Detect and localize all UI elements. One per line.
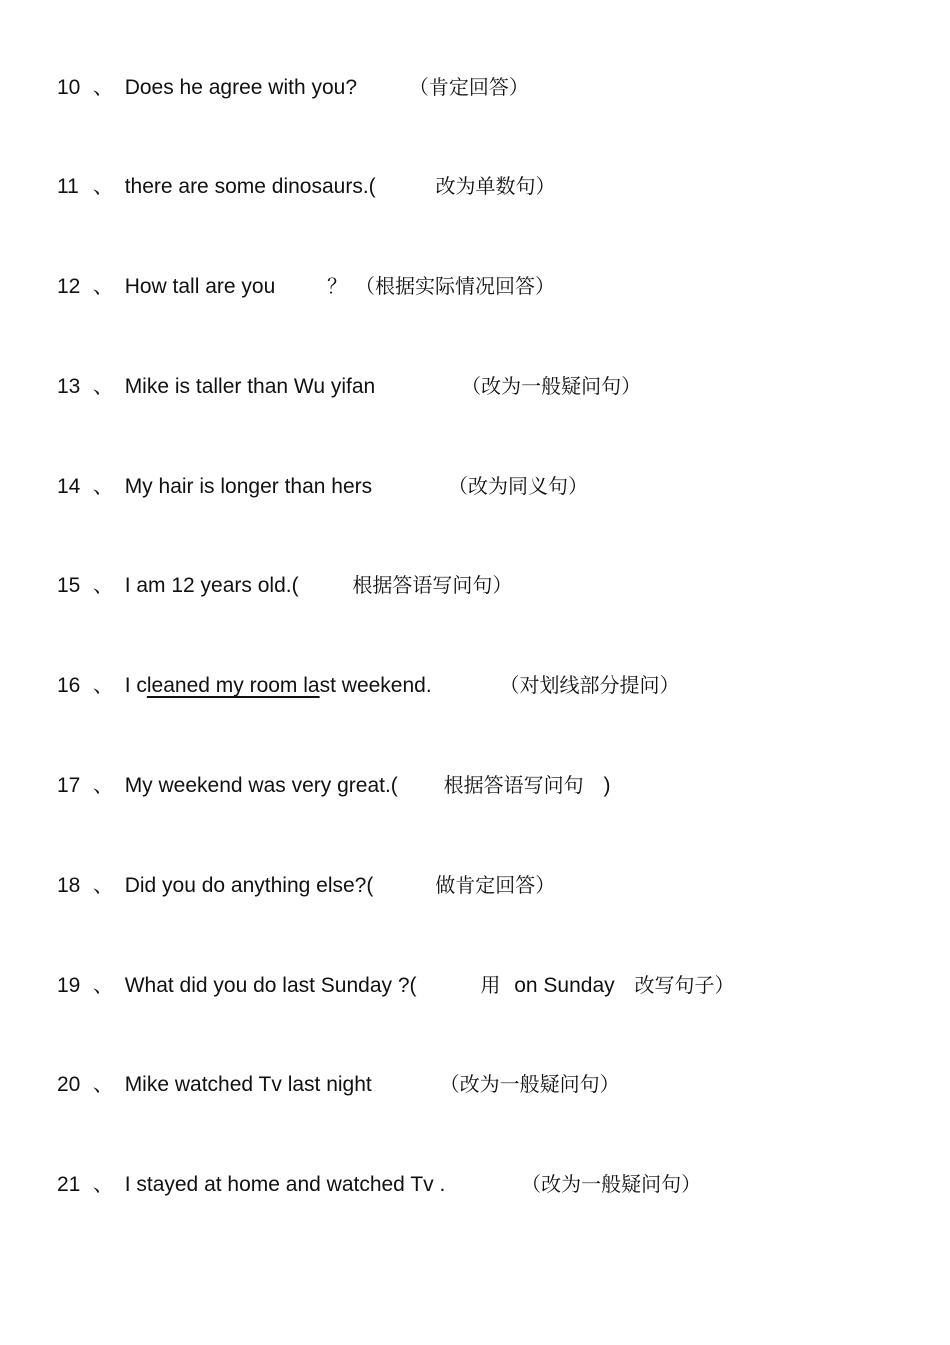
question-item-18 [57, 870, 555, 900]
question-item-20 [57, 1069, 620, 1099]
question-instruction: 根据答语写问句） [352, 573, 513, 597]
question-number: 17 [57, 774, 81, 797]
question-item-21 [57, 1169, 701, 1199]
question-instruction: 改为单数句） [435, 174, 556, 198]
question-text: How tall are you [124, 275, 276, 298]
separator: 、 [92, 475, 114, 498]
question-text: My weekend was very great.( [124, 774, 398, 797]
separator: 、 [92, 774, 114, 797]
question-number: 10 [57, 76, 81, 99]
question-instruction: （改为一般疑问句） [521, 1172, 702, 1196]
question-text: What did you do last Sunday ?( [124, 974, 417, 997]
question-text: I am 12 years old.( [124, 574, 299, 597]
separator: 、 [92, 1173, 114, 1196]
question-instruction: （改为一般疑问句） [439, 1072, 620, 1096]
separator: 、 [92, 674, 114, 697]
separator: 、 [92, 175, 114, 198]
question-instruction: 做肯定回答） [435, 873, 556, 897]
separator: 、 [92, 974, 114, 997]
question-text-end: st weekend. [319, 674, 432, 697]
question-text: Did you do anything else?( [124, 874, 374, 897]
question-text: Does he agree with you? [124, 76, 357, 99]
question-item-17 [57, 770, 610, 800]
separator: 、 [92, 76, 114, 99]
question-instruction: （肯定回答） [408, 75, 529, 99]
separator: 、 [92, 375, 114, 398]
question-item-10 [57, 72, 529, 102]
question-instruction: （改为同义句） [447, 474, 588, 498]
separator: 、 [92, 574, 114, 597]
separator: 、 [92, 1073, 114, 1096]
question-item-15 [57, 570, 512, 600]
instruction-prefix: 用 [480, 973, 501, 997]
question-number: 11 [57, 175, 79, 198]
question-number: 18 [57, 874, 81, 897]
question-text: Mike is taller than Wu yifan [124, 375, 376, 398]
question-instruction: 改写句子） [634, 973, 735, 997]
question-text: there are some dinosaurs.( [124, 175, 376, 198]
underlined-part: leaned my room la [146, 674, 320, 697]
question-number: 15 [57, 574, 81, 597]
question-instruction: 根据答语写问句 [443, 773, 584, 797]
question-number: 14 [57, 475, 81, 498]
question-item-19 [57, 970, 734, 1000]
close-paren: ) [603, 774, 611, 797]
question-number: 16 [57, 674, 81, 697]
separator: 、 [92, 874, 114, 897]
separator: 、 [92, 275, 114, 298]
question-text-start: I c [124, 674, 147, 697]
question-number: 19 [57, 974, 81, 997]
question-text: My hair is longer than hers [124, 475, 373, 498]
question-text: I stayed at home and watched Tv . [124, 1173, 446, 1196]
question-mark: ？ [327, 274, 348, 298]
question-number: 20 [57, 1073, 81, 1096]
question-instruction: （根据实际情况回答） [354, 274, 555, 298]
question-item-14 [57, 471, 588, 501]
question-text: Mike watched Tv last night [124, 1073, 372, 1096]
question-item-12 [57, 271, 555, 301]
question-number: 12 [57, 275, 81, 298]
instruction-english: on Sunday [514, 974, 615, 997]
question-number: 13 [57, 375, 81, 398]
question-item-11 [57, 171, 556, 201]
question-item-13 [57, 371, 641, 401]
question-item-16 [57, 670, 680, 700]
question-number: 21 [57, 1173, 81, 1196]
question-instruction: （改为一般疑问句） [461, 374, 642, 398]
question-instruction: （对划线部分提问） [499, 673, 680, 697]
